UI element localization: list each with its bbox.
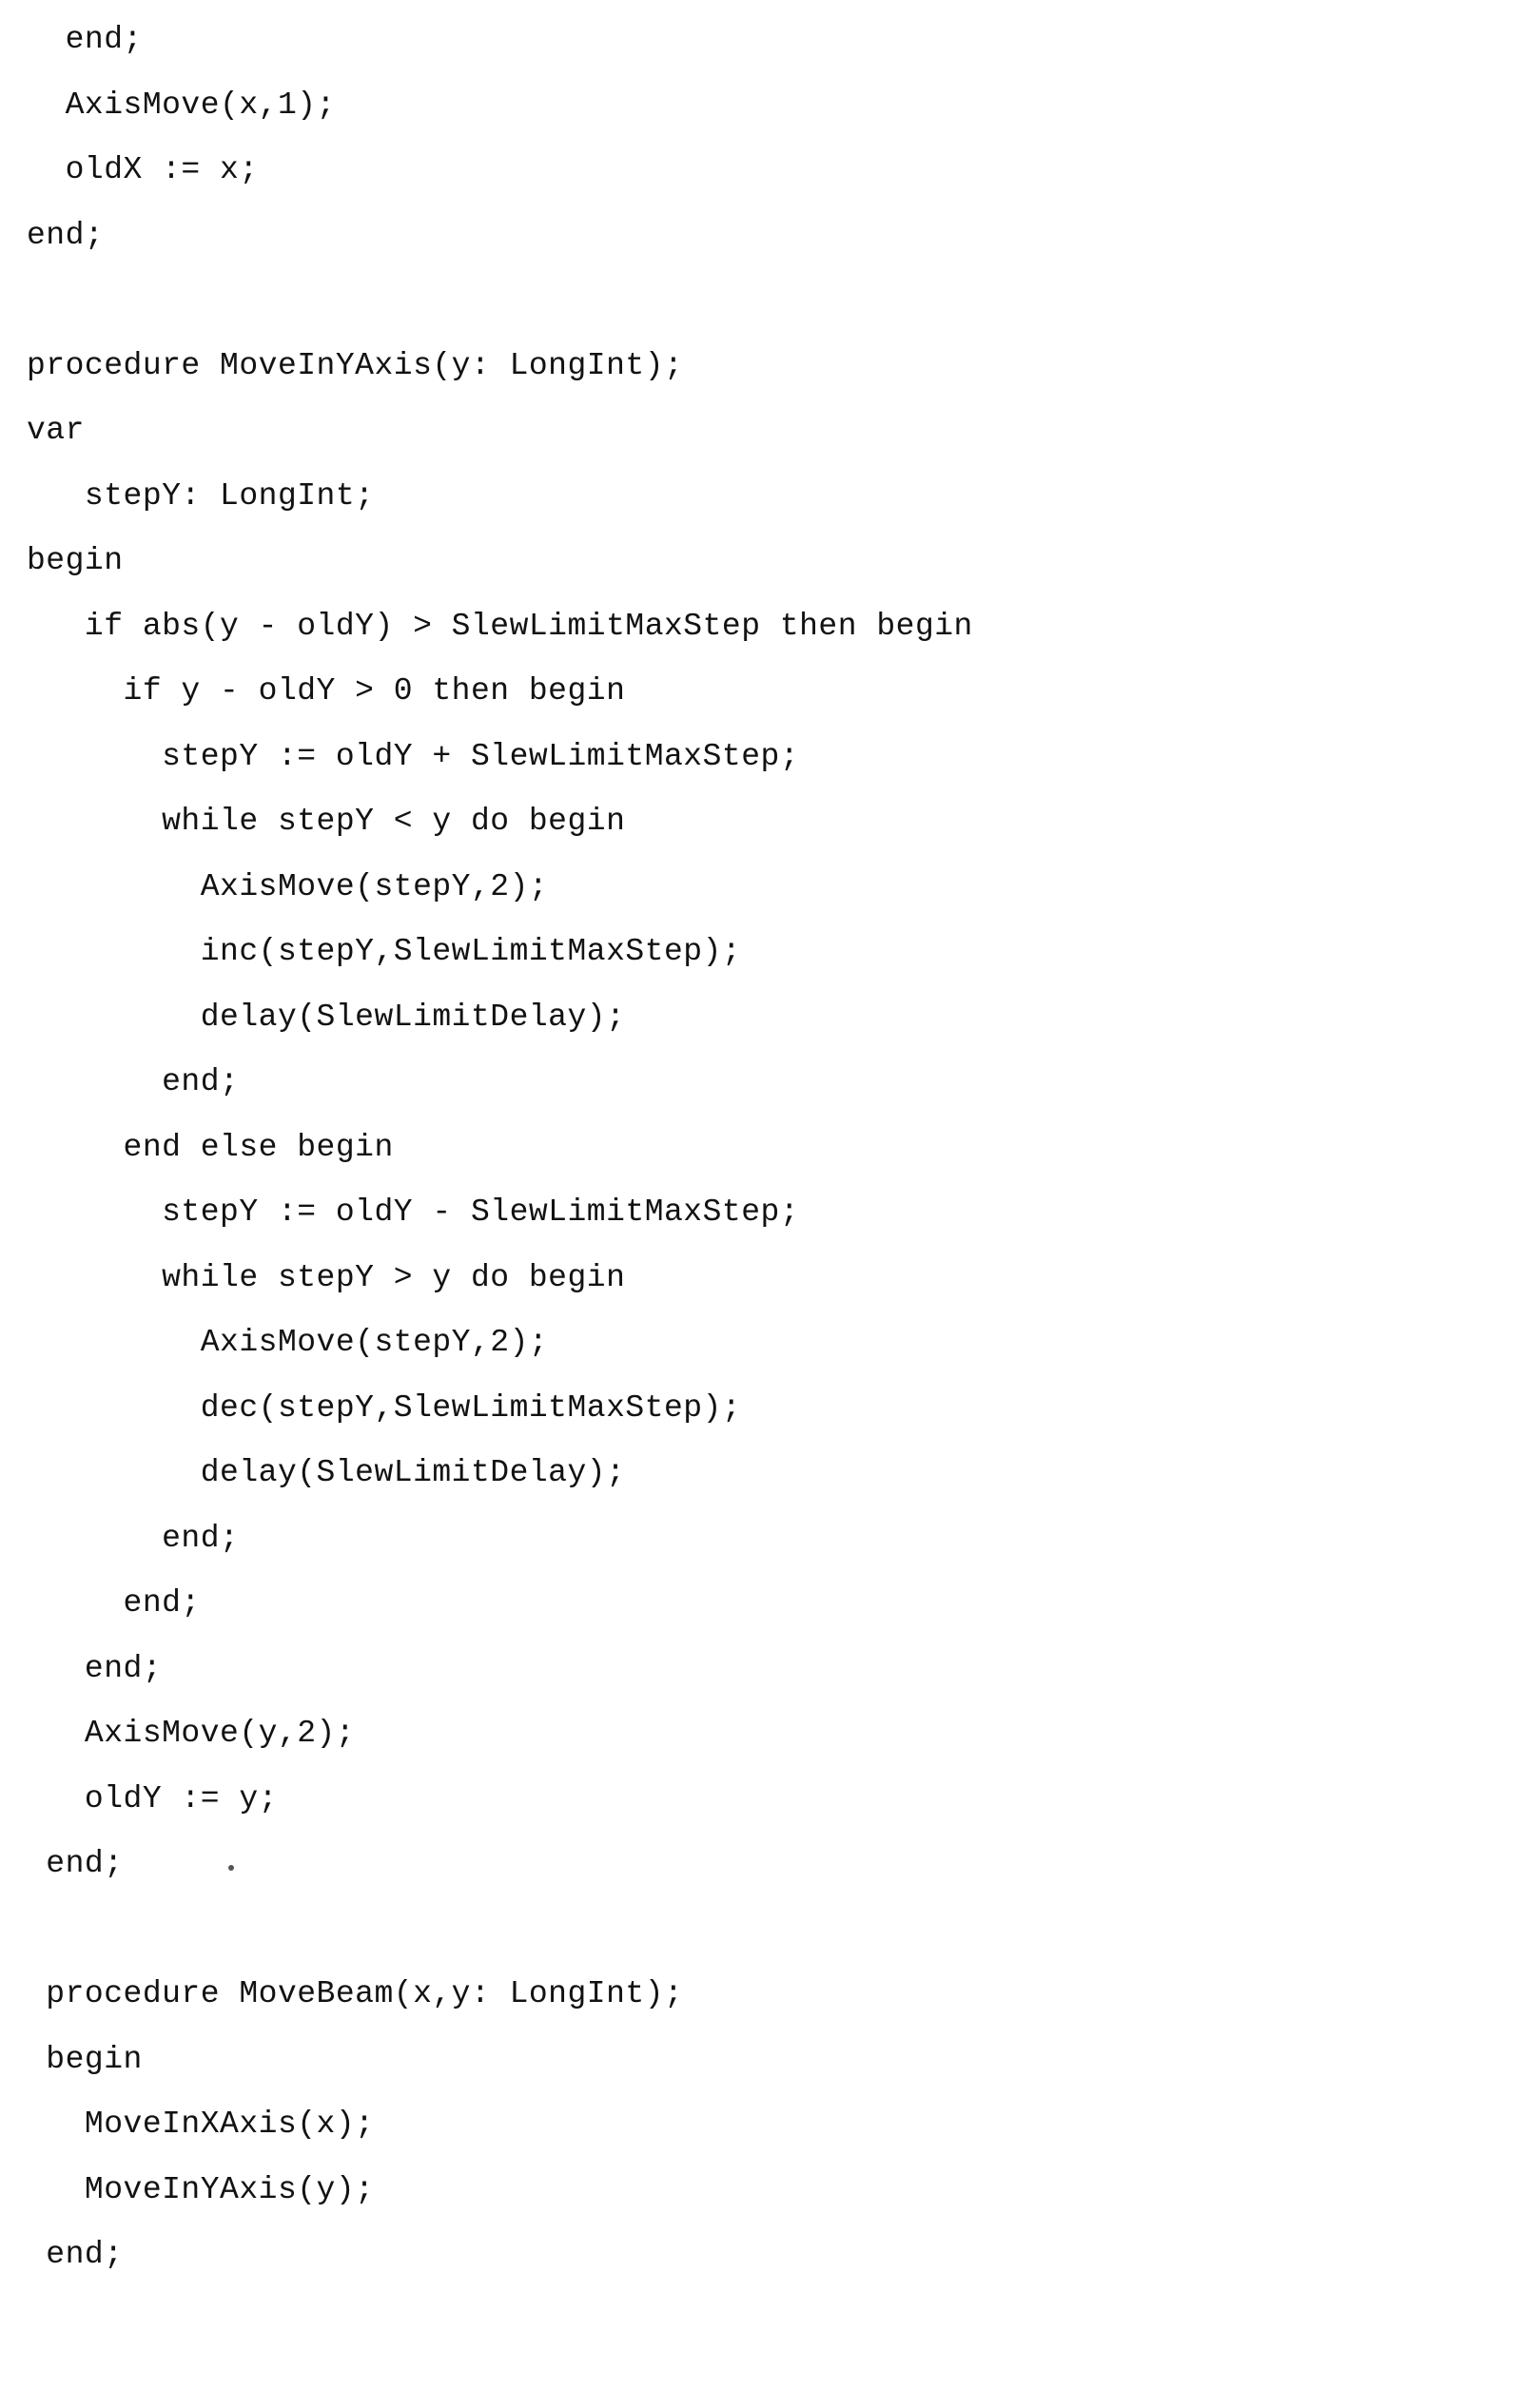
code-line: AxisMove(y,2); (27, 1716, 356, 1751)
code-line: oldY := y; (27, 1780, 278, 1816)
code-line: var (27, 413, 85, 448)
code-blank-line (27, 268, 1492, 334)
code-line: if y - oldY > 0 then begin (27, 673, 626, 709)
code-line: end; (27, 1520, 240, 1556)
code-line: stepY := oldY - SlewLimitMaxStep; (27, 1194, 800, 1230)
code-line: delay(SlewLimitDelay); (27, 999, 626, 1035)
code-line: AxisMove(stepY,2); (27, 1325, 549, 1360)
code-line: while stepY > y do begin (27, 1259, 626, 1295)
code-line: procedure MoveInYAxis(y: LongInt); (27, 347, 684, 383)
code-line: while stepY < y do begin (27, 804, 626, 839)
code-line: if abs(y - oldY) > SlewLimitMaxStep then begin (27, 608, 973, 644)
code-line: end else begin (27, 1129, 394, 1165)
code-line: inc(stepY,SlewLimitMaxStep); (27, 934, 742, 969)
code-line: begin (27, 2041, 143, 2077)
code-line: MoveInXAxis(x); (27, 2107, 375, 2142)
code-line: MoveInYAxis(y); (27, 2171, 375, 2207)
code-line: stepY: LongInt; (27, 477, 375, 514)
code-line: AxisMove(x,1); (27, 87, 336, 123)
code-line: oldX := x; (27, 152, 259, 187)
code-listing (27, 8, 1492, 2288)
code-line: AxisMove(stepY,2); (27, 868, 549, 904)
code-line: delay(SlewLimitDelay); (27, 1455, 626, 1490)
stray-ink-dot (228, 1865, 234, 1871)
code-line: end; (27, 217, 105, 253)
code-line: stepY := oldY + SlewLimitMaxStep; (27, 738, 800, 774)
code-line: end; (27, 1846, 124, 1881)
code-line: begin (27, 543, 124, 578)
code-line: end; (27, 1585, 201, 1621)
code-line: end; (27, 2237, 124, 2272)
code-line: end; (27, 1064, 240, 1099)
code-line: end; (27, 1650, 163, 1686)
code-line: procedure MoveBeam(x,y: LongInt); (27, 1976, 684, 2011)
code-line: end; (27, 22, 143, 57)
code-line: dec(stepY,SlewLimitMaxStep); (27, 1389, 742, 1426)
code-blank-line (27, 1897, 1492, 1963)
